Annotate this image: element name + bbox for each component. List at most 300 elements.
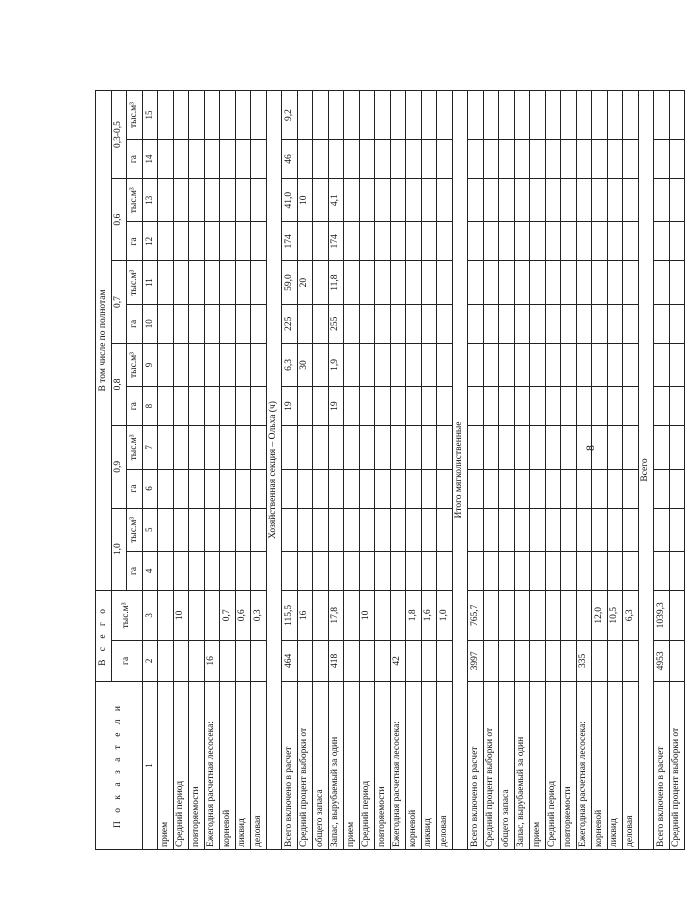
table-cell bbox=[313, 179, 329, 222]
table-cell: 6,3 bbox=[282, 343, 298, 386]
table-cell bbox=[499, 91, 515, 140]
table-cell bbox=[220, 304, 236, 343]
table-cell bbox=[592, 179, 608, 222]
table-cell bbox=[328, 426, 344, 469]
table-cell bbox=[313, 304, 329, 343]
table-cell bbox=[220, 387, 236, 426]
table-cell bbox=[437, 91, 453, 140]
table-cell bbox=[359, 304, 375, 343]
table-cell bbox=[421, 387, 437, 426]
table-row bbox=[545, 91, 561, 850]
unit-ha: га bbox=[127, 304, 143, 343]
table-cell: 115,5 bbox=[282, 590, 298, 640]
table-cell bbox=[220, 343, 236, 386]
table-cell bbox=[561, 551, 577, 590]
table-cell bbox=[561, 140, 577, 179]
table-cell bbox=[158, 343, 174, 386]
table-cell bbox=[375, 426, 391, 469]
table-cell bbox=[359, 387, 375, 426]
table-cell: 418 bbox=[328, 640, 344, 681]
row-label: деловая bbox=[251, 681, 267, 849]
table-cell: 19 bbox=[328, 387, 344, 426]
table-cell bbox=[204, 261, 220, 304]
table-cell: 19 bbox=[282, 387, 298, 426]
table-cell bbox=[483, 551, 499, 590]
table-cell bbox=[468, 469, 484, 508]
row-label: прием bbox=[530, 681, 546, 849]
table-cell bbox=[483, 387, 499, 426]
table-cell bbox=[607, 387, 623, 426]
table-cell: 10 bbox=[173, 590, 189, 640]
table-cell bbox=[220, 179, 236, 222]
table-cell: 17,8 bbox=[328, 590, 344, 640]
table-cell bbox=[297, 551, 313, 590]
table-cell bbox=[344, 91, 360, 140]
row-label: Средний процент выборки от bbox=[483, 681, 499, 849]
table-cell bbox=[282, 426, 298, 469]
density-0-3-0-5: 0,3-0,5 bbox=[111, 91, 127, 179]
table-cell bbox=[189, 387, 205, 426]
table-cell bbox=[561, 222, 577, 261]
table-cell bbox=[623, 343, 639, 386]
section-title: Итого мягколиственные bbox=[452, 91, 468, 850]
table-cell bbox=[359, 508, 375, 551]
table-body bbox=[158, 91, 685, 850]
table-cell bbox=[359, 343, 375, 386]
table-row bbox=[359, 91, 375, 850]
table-cell bbox=[158, 387, 174, 426]
table-cell bbox=[390, 426, 406, 469]
table-row bbox=[390, 91, 406, 850]
table-cell bbox=[406, 304, 422, 343]
table-cell: 41,0 bbox=[282, 179, 298, 222]
density-1-0: 1,0 bbox=[111, 508, 127, 590]
table-cell bbox=[530, 179, 546, 222]
row-label: Всего включено в расчет bbox=[654, 681, 670, 849]
row-label: ликвид bbox=[607, 681, 623, 849]
table-cell: 0,3 bbox=[251, 590, 267, 640]
table-cell bbox=[483, 91, 499, 140]
table-row bbox=[592, 91, 608, 850]
table-cell bbox=[359, 140, 375, 179]
table-cell bbox=[561, 343, 577, 386]
table-cell bbox=[235, 387, 251, 426]
table-cell bbox=[158, 469, 174, 508]
table-cell bbox=[220, 426, 236, 469]
table-cell bbox=[158, 590, 174, 640]
table-cell bbox=[421, 343, 437, 386]
table-cell bbox=[204, 91, 220, 140]
table-cell bbox=[545, 469, 561, 508]
table-row bbox=[499, 91, 515, 850]
table-cell: 4,1 bbox=[328, 179, 344, 222]
table-row bbox=[468, 91, 484, 850]
table-cell bbox=[390, 508, 406, 551]
table-cell bbox=[576, 179, 592, 222]
table-cell bbox=[499, 179, 515, 222]
table-cell bbox=[561, 508, 577, 551]
table-cell bbox=[545, 261, 561, 304]
table-cell bbox=[204, 551, 220, 590]
table-cell: 1,8 bbox=[406, 590, 422, 640]
table-cell bbox=[437, 179, 453, 222]
table-cell bbox=[344, 140, 360, 179]
table-cell bbox=[359, 91, 375, 140]
table-cell bbox=[607, 508, 623, 551]
table-cell bbox=[530, 426, 546, 469]
table-cell bbox=[592, 304, 608, 343]
section-row bbox=[638, 91, 654, 850]
table-cell: 6,3 bbox=[623, 590, 639, 640]
table-cell bbox=[344, 508, 360, 551]
table-cell bbox=[530, 304, 546, 343]
table-cell bbox=[545, 179, 561, 222]
table-cell bbox=[251, 426, 267, 469]
row-label: ликвид bbox=[421, 681, 437, 849]
table-cell bbox=[592, 222, 608, 261]
table-cell bbox=[375, 140, 391, 179]
table-cell bbox=[669, 469, 685, 508]
table-cell bbox=[499, 343, 515, 386]
table-cell bbox=[297, 222, 313, 261]
table-cell bbox=[530, 222, 546, 261]
table-cell bbox=[189, 261, 205, 304]
table-cell bbox=[173, 261, 189, 304]
table-cell bbox=[499, 387, 515, 426]
table-cell bbox=[607, 91, 623, 140]
table-cell bbox=[499, 640, 515, 681]
table-cell: 1039,3 bbox=[654, 590, 670, 640]
table-cell bbox=[561, 179, 577, 222]
table-cell bbox=[421, 179, 437, 222]
table-cell bbox=[545, 551, 561, 590]
total-ha-header: га bbox=[111, 640, 142, 681]
table-cell bbox=[421, 551, 437, 590]
table-cell bbox=[483, 508, 499, 551]
column-numbers-row bbox=[142, 91, 158, 850]
table-cell bbox=[499, 551, 515, 590]
table-cell bbox=[545, 508, 561, 551]
table-cell bbox=[406, 469, 422, 508]
table-cell bbox=[669, 91, 685, 140]
table-cell bbox=[623, 261, 639, 304]
table-cell bbox=[669, 304, 685, 343]
table-cell bbox=[468, 304, 484, 343]
table-row bbox=[204, 91, 220, 850]
table-cell: 4953 bbox=[654, 640, 670, 681]
table-cell bbox=[499, 426, 515, 469]
table-row bbox=[282, 91, 298, 850]
table-cell bbox=[545, 140, 561, 179]
table-cell bbox=[406, 551, 422, 590]
column-number: 14 bbox=[142, 140, 158, 179]
table-cell bbox=[344, 590, 360, 640]
table-cell bbox=[499, 508, 515, 551]
table-cell bbox=[576, 304, 592, 343]
table-cell bbox=[530, 140, 546, 179]
table-cell bbox=[576, 222, 592, 261]
table-cell bbox=[173, 179, 189, 222]
table-row bbox=[173, 91, 189, 850]
table-cell bbox=[514, 343, 530, 386]
table-cell bbox=[189, 304, 205, 343]
table-cell bbox=[406, 91, 422, 140]
table-cell bbox=[313, 91, 329, 140]
table-cell bbox=[483, 140, 499, 179]
table-cell bbox=[654, 551, 670, 590]
table-header bbox=[96, 91, 158, 850]
table-cell bbox=[220, 140, 236, 179]
table-cell: 16 bbox=[297, 590, 313, 640]
table-cell bbox=[235, 343, 251, 386]
section-row bbox=[266, 91, 282, 850]
table-cell bbox=[514, 426, 530, 469]
table-cell bbox=[669, 640, 685, 681]
table-cell bbox=[297, 140, 313, 179]
table-cell bbox=[158, 304, 174, 343]
table-cell bbox=[359, 222, 375, 261]
table-row bbox=[251, 91, 267, 850]
table-cell bbox=[514, 469, 530, 508]
table-cell bbox=[530, 343, 546, 386]
table-cell bbox=[576, 551, 592, 590]
table-cell bbox=[189, 343, 205, 386]
table-cell: 0,6 bbox=[235, 590, 251, 640]
table-cell bbox=[390, 261, 406, 304]
table-cell: 10,5 bbox=[607, 590, 623, 640]
table-cell bbox=[654, 179, 670, 222]
table-cell bbox=[390, 343, 406, 386]
table-cell: 174 bbox=[328, 222, 344, 261]
table-cell bbox=[607, 179, 623, 222]
table-cell bbox=[390, 387, 406, 426]
table-cell bbox=[669, 179, 685, 222]
table-cell bbox=[421, 91, 437, 140]
table-cell bbox=[623, 222, 639, 261]
table-cell: 20 bbox=[297, 261, 313, 304]
table-row bbox=[530, 91, 546, 850]
column-number: 11 bbox=[142, 261, 158, 304]
table-cell bbox=[375, 590, 391, 640]
table-cell bbox=[499, 140, 515, 179]
table-cell bbox=[189, 91, 205, 140]
table-cell bbox=[204, 179, 220, 222]
table-cell: 9,2 bbox=[282, 91, 298, 140]
table-cell: 765,7 bbox=[468, 590, 484, 640]
table-cell bbox=[189, 179, 205, 222]
table-cell bbox=[282, 508, 298, 551]
row-label: корневой bbox=[220, 681, 236, 849]
table-cell bbox=[173, 222, 189, 261]
table-cell bbox=[390, 469, 406, 508]
column-number: 7 bbox=[142, 426, 158, 469]
table-cell bbox=[437, 508, 453, 551]
table-cell bbox=[235, 179, 251, 222]
table-cell bbox=[235, 551, 251, 590]
table-cell bbox=[623, 469, 639, 508]
row-label: Всего включено в расчет bbox=[468, 681, 484, 849]
table-cell bbox=[421, 304, 437, 343]
table-cell: 1,9 bbox=[328, 343, 344, 386]
table-cell bbox=[173, 343, 189, 386]
table-cell bbox=[235, 261, 251, 304]
table-cell bbox=[437, 140, 453, 179]
column-number: 3 bbox=[142, 590, 158, 640]
table-cell bbox=[421, 426, 437, 469]
table-cell bbox=[654, 508, 670, 551]
table-cell: 10 bbox=[297, 179, 313, 222]
table-cell bbox=[313, 640, 329, 681]
table-row bbox=[235, 91, 251, 850]
table-cell bbox=[592, 640, 608, 681]
table-cell bbox=[406, 343, 422, 386]
table-cell bbox=[483, 261, 499, 304]
table-cell bbox=[514, 304, 530, 343]
table-cell: 335 bbox=[576, 640, 592, 681]
table-cell bbox=[669, 343, 685, 386]
table-cell bbox=[204, 304, 220, 343]
table-cell bbox=[344, 640, 360, 681]
table-row bbox=[514, 91, 530, 850]
table-cell bbox=[592, 551, 608, 590]
unit-vol: тыс.м³ bbox=[127, 343, 143, 386]
table-cell bbox=[437, 222, 453, 261]
table-row bbox=[421, 91, 437, 850]
row-label: Средний период bbox=[173, 681, 189, 849]
table-cell bbox=[421, 222, 437, 261]
table-cell bbox=[375, 640, 391, 681]
density-0-8: 0,8 bbox=[111, 343, 127, 425]
table-cell bbox=[297, 426, 313, 469]
table-cell: 0,7 bbox=[220, 590, 236, 640]
table-cell bbox=[576, 387, 592, 426]
table-cell bbox=[359, 261, 375, 304]
table-cell bbox=[313, 222, 329, 261]
table-cell bbox=[204, 469, 220, 508]
column-number: 13 bbox=[142, 179, 158, 222]
table-cell bbox=[607, 304, 623, 343]
table-cell bbox=[375, 469, 391, 508]
table-cell bbox=[545, 640, 561, 681]
table-cell bbox=[421, 508, 437, 551]
table-cell bbox=[375, 343, 391, 386]
table-cell bbox=[189, 469, 205, 508]
column-number: 2 bbox=[142, 640, 158, 681]
table-cell bbox=[220, 640, 236, 681]
table-cell bbox=[297, 387, 313, 426]
table-row bbox=[406, 91, 422, 850]
column-number: 5 bbox=[142, 508, 158, 551]
column-number: 12 bbox=[142, 222, 158, 261]
table-cell bbox=[576, 140, 592, 179]
table-cell bbox=[375, 261, 391, 304]
table-cell bbox=[390, 179, 406, 222]
table-cell bbox=[189, 426, 205, 469]
table-cell bbox=[669, 387, 685, 426]
table-cell bbox=[235, 140, 251, 179]
table-cell bbox=[530, 91, 546, 140]
row-label: Ежегодная расчетная лесосека: bbox=[204, 681, 220, 849]
table-cell bbox=[592, 91, 608, 140]
table-cell bbox=[406, 508, 422, 551]
table-cell bbox=[328, 91, 344, 140]
row-label: общего запаса bbox=[499, 681, 515, 849]
table-cell bbox=[359, 551, 375, 590]
table-cell bbox=[468, 387, 484, 426]
forest-table bbox=[95, 90, 685, 850]
table-cell bbox=[499, 261, 515, 304]
table-cell bbox=[375, 222, 391, 261]
table-row bbox=[576, 91, 592, 850]
table-cell bbox=[328, 551, 344, 590]
table-row bbox=[654, 91, 670, 850]
table-row bbox=[220, 91, 236, 850]
table-cell bbox=[375, 179, 391, 222]
table-cell bbox=[282, 551, 298, 590]
table-cell bbox=[421, 261, 437, 304]
table-cell bbox=[235, 508, 251, 551]
unit-ha: га bbox=[127, 387, 143, 426]
table-cell: 1,6 bbox=[421, 590, 437, 640]
table-cell bbox=[220, 551, 236, 590]
table-cell bbox=[545, 222, 561, 261]
table-cell bbox=[468, 140, 484, 179]
table-cell bbox=[437, 387, 453, 426]
table-cell bbox=[406, 140, 422, 179]
table-cell bbox=[530, 590, 546, 640]
table-cell bbox=[514, 387, 530, 426]
table-cell bbox=[189, 590, 205, 640]
table-cell: 16 bbox=[204, 640, 220, 681]
table-cell bbox=[530, 469, 546, 508]
table-cell bbox=[545, 343, 561, 386]
table-cell bbox=[375, 91, 391, 140]
column-number: 6 bbox=[142, 469, 158, 508]
table-cell bbox=[607, 261, 623, 304]
table-cell bbox=[654, 261, 670, 304]
table-cell bbox=[499, 590, 515, 640]
table-cell bbox=[375, 551, 391, 590]
table-cell bbox=[344, 551, 360, 590]
table-cell bbox=[483, 469, 499, 508]
table-cell bbox=[654, 91, 670, 140]
table-cell bbox=[313, 343, 329, 386]
table-cell bbox=[499, 304, 515, 343]
table-cell bbox=[561, 304, 577, 343]
row-label: ликвид bbox=[235, 681, 251, 849]
table-cell bbox=[421, 640, 437, 681]
table-cell bbox=[561, 426, 577, 469]
table-cell: 1,0 bbox=[437, 590, 453, 640]
table-cell bbox=[204, 222, 220, 261]
table-cell bbox=[344, 469, 360, 508]
table-cell bbox=[220, 91, 236, 140]
table-cell bbox=[623, 387, 639, 426]
row-label: деловая bbox=[437, 681, 453, 849]
table-cell bbox=[545, 426, 561, 469]
unit-vol: тыс.м³ bbox=[127, 508, 143, 551]
table-cell bbox=[158, 551, 174, 590]
table-cell bbox=[359, 640, 375, 681]
table-cell bbox=[607, 140, 623, 179]
table-cell: 10 bbox=[359, 590, 375, 640]
table-cell bbox=[669, 222, 685, 261]
table-cell bbox=[514, 91, 530, 140]
table-cell bbox=[576, 469, 592, 508]
table-cell bbox=[158, 222, 174, 261]
table-cell bbox=[359, 179, 375, 222]
section-row bbox=[452, 91, 468, 850]
